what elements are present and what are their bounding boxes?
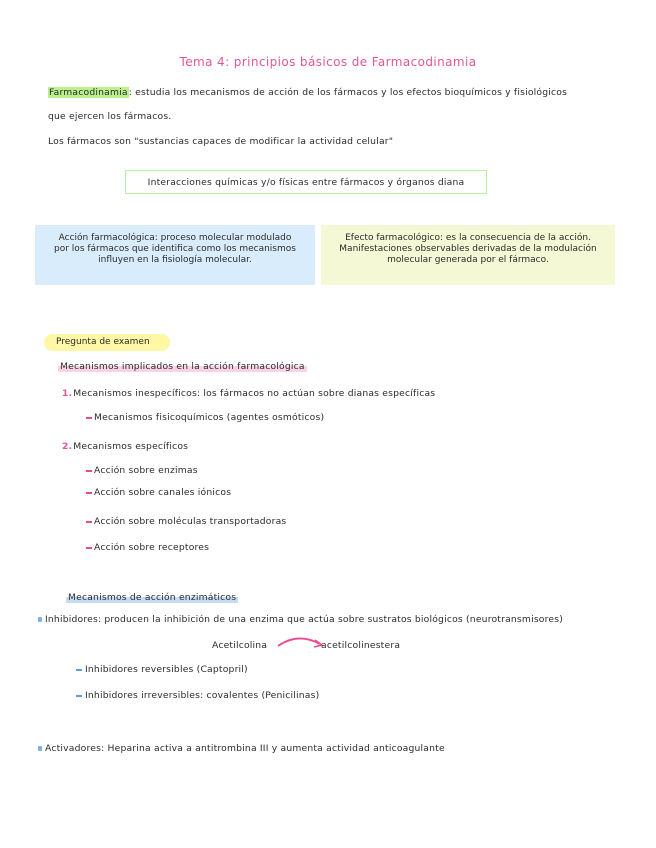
dash-icon	[86, 547, 92, 549]
reversible-text: Inhibidores reversibles (Captopril)	[85, 664, 248, 675]
specific-sub-item	[86, 542, 209, 553]
mechanisms-heading	[58, 361, 307, 372]
inhibitors-line	[38, 614, 563, 625]
item-1-number: 1.	[62, 388, 73, 399]
activators-line	[38, 743, 445, 754]
interactions-box	[125, 170, 487, 194]
dash-icon	[86, 492, 92, 494]
enzymatic-heading-text: Mecanismos de acción enzimáticos	[68, 592, 237, 603]
specific-sub-text: Acción sobre enzimas	[94, 465, 198, 476]
pharmacological-action-text: Acción farmacológica: proceso molecular modulado por los fármacos que identifica como los mecanismos influyen en la fisiología molecular.	[54, 233, 296, 265]
specific-sub-text: Acción sobre canales iónicos	[94, 487, 232, 498]
specific-sub-item	[86, 516, 286, 527]
farmacodinamia-term: Farmacodinamia	[49, 87, 128, 98]
interactions-text: Interacciones químicas y/o físicas entre fármacos y órganos diana	[147, 176, 465, 188]
specific-sub-text: Acción sobre receptores	[94, 542, 210, 553]
dash-icon	[86, 521, 92, 523]
pharmacological-action-box	[35, 225, 315, 285]
reversible-inhibitors	[76, 664, 248, 675]
page-title: Tema 4: principios básicos de Farmacodinamia	[179, 55, 477, 69]
definition-text: : estudia los mecanismos de acción de los fármacos y los efectos bioquímicos y fisiológicos	[128, 87, 568, 98]
dash-icon	[76, 669, 82, 671]
activators-text: Activadores: Heparina activa a antitrombina III y aumenta actividad anticoagulante	[45, 743, 445, 754]
specific-sub-item	[86, 465, 198, 476]
drugs-definition: Los fármacos son "sustancias capaces de modificar la actividad celular"	[48, 136, 394, 147]
arrow-icon	[274, 634, 328, 650]
bullet-icon	[38, 746, 42, 751]
irreversible-text: Inhibidores irreversibles: covalentes (Penicilinas)	[85, 690, 320, 701]
dash-icon	[76, 695, 82, 697]
dash-icon	[86, 417, 92, 419]
mechanisms-heading-text: Mecanismos implicados en la acción farmacológica	[60, 361, 305, 372]
irreversible-inhibitors	[76, 690, 319, 701]
item-1-text: Mecanismos inespecíficos: los fármacos no actúan sobre dianas específicas	[73, 388, 436, 399]
mechanism-item-1	[62, 388, 435, 399]
bullet-icon	[38, 617, 42, 622]
item-1-sub-text: Mecanismos fisicoquímicos (agentes osmóticos)	[94, 412, 325, 423]
mechanism-item-2	[62, 441, 188, 452]
pharmacological-effect-text: Efecto farmacológico: es la consecuencia de la acción. Manifestaciones observables derivadas de la modulación molecular generada por el fármaco.	[339, 233, 597, 265]
enzymatic-heading	[66, 592, 238, 603]
substrate-label: Acetilcolina	[212, 640, 268, 651]
pharmacological-effect-box	[321, 225, 615, 285]
item-2-text: Mecanismos específicos	[73, 441, 189, 452]
mechanism-item-1-sub	[86, 412, 324, 423]
dash-icon	[86, 470, 92, 472]
specific-sub-item	[86, 487, 231, 498]
enzyme-label: acetilcolinestera	[321, 640, 401, 651]
item-2-number: 2.	[62, 441, 73, 452]
inhibitors-text: Inhibidores: producen la inhibición de una enzima que actúa sobre sustratos biológicos (neurotransmisores)	[45, 614, 564, 625]
specific-sub-text: Acción sobre moléculas transportadoras	[94, 516, 287, 527]
definition-line-2: que ejercen los fármacos.	[48, 111, 172, 122]
definition-line-1	[48, 87, 567, 98]
exam-question-tag: Pregunta de examen	[44, 334, 170, 351]
